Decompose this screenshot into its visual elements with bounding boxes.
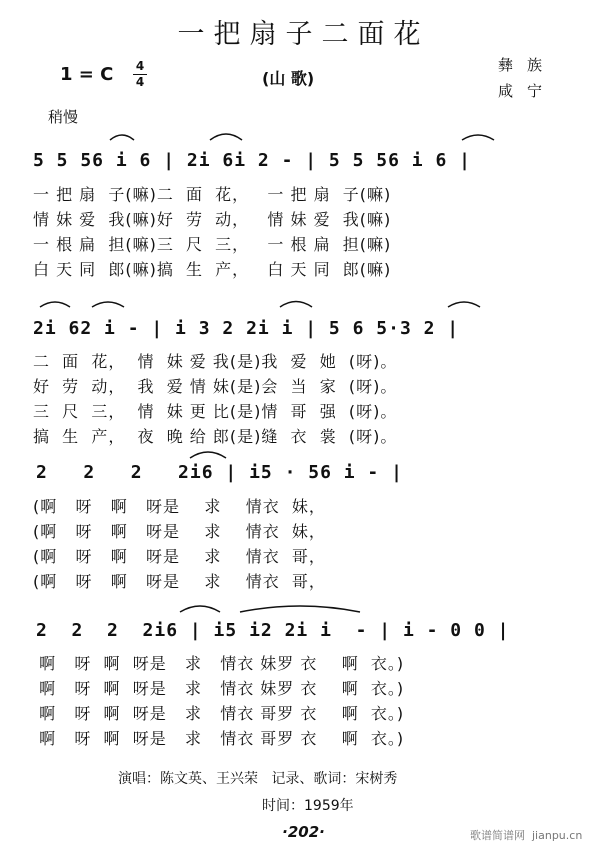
lyric-line-3-3: (啊 呀 啊 呀是 求 情衣 哥， bbox=[33, 547, 326, 566]
notation-line-1: 5 5 56 i 6 | 2i 6i 2 - | 5 5 56 i 6 | bbox=[33, 150, 471, 171]
key-signature: 1 = C bbox=[60, 64, 114, 85]
slur-mark bbox=[110, 135, 134, 140]
song-title: 一把扇子二面花 bbox=[177, 19, 430, 50]
page-number: ·202· bbox=[282, 823, 325, 841]
lyric-line-3-4: (啊 呀 啊 呀是 求 情衣 哥， bbox=[33, 572, 326, 591]
lyric-line-1-2: 情 妹 爱 我(嘛)好 劳 动， 情 妹 爱 我(嘛) bbox=[33, 210, 392, 229]
lyric-line-1-1: 一 把 扇 子(嘛)二 面 花， 一 把 扇 子(嘛) bbox=[33, 185, 392, 204]
time-sig-top: 4 bbox=[135, 59, 145, 73]
slur-mark bbox=[180, 606, 220, 612]
slur-mark bbox=[190, 452, 226, 458]
time-signature bbox=[133, 60, 147, 89]
lyric-line-1-4: 白 天 同 郎(嘛)搞 生 产， 白 天 同 郎(嘛) bbox=[33, 260, 392, 279]
slur-mark bbox=[462, 135, 494, 140]
lyric-line-2-1: 二 面 花， 情 妹 爱 我(是)我 爱 她 (呀)。 bbox=[33, 352, 398, 371]
lyric-line-2-3: 三 尺 三， 情 妹 更 比(是)情 哥 强 (呀)。 bbox=[33, 402, 398, 421]
ethnic-label: 彝族 bbox=[498, 56, 557, 74]
slur-mark bbox=[448, 302, 480, 307]
lyric-line-2-2: 好 劳 动， 我 爱 情 妹(是)会 当 家 (呀)。 bbox=[33, 377, 398, 396]
tempo-marking: 稍慢 bbox=[48, 108, 79, 126]
lyric-line-4-3: 啊 呀 啊 呀是 求 情衣 哥罗 衣 啊 衣。) bbox=[33, 704, 405, 723]
credits: 演唱：陈文英、王兴荣 记录、歌词：宋树秀 bbox=[118, 771, 398, 787]
slur-mark bbox=[240, 606, 360, 612]
slur-mark bbox=[92, 302, 124, 307]
time-sig-bottom: 4 bbox=[135, 75, 145, 89]
watermark: 歌谱简谱网 jianpu.cn bbox=[470, 829, 583, 842]
date: 时间：1959年 bbox=[262, 798, 354, 814]
lyric-line-2-4: 搞 生 产， 夜 晚 给 郎(是)缝 衣 裳 (呀)。 bbox=[33, 427, 398, 446]
lyric-line-3-2: (啊 呀 啊 呀是 求 情衣 妹， bbox=[33, 522, 326, 541]
notation-line-2: 2i 62 i - | i 3 2 2i i | 5 6 5·3 2 | bbox=[33, 318, 460, 339]
region-label: 咸宁 bbox=[498, 82, 557, 100]
lyric-line-4-1: 啊 呀 啊 呀是 求 情衣 妹罗 衣 啊 衣。) bbox=[33, 654, 405, 673]
lyric-line-3-1: (啊 呀 啊 呀是 求 情衣 妹， bbox=[33, 497, 326, 516]
lyric-line-1-3: 一 根 扁 担(嘛)三 尺 三， 一 根 扁 担(嘛) bbox=[33, 235, 392, 254]
notation-line-4: 2 2 2 2i6 | i5 i2 2i i - | i - 0 0 | bbox=[36, 620, 510, 641]
genre-label: (山 歌) bbox=[262, 69, 315, 88]
slur-mark bbox=[40, 302, 70, 307]
slur-mark bbox=[280, 302, 312, 308]
notation-line-3: 2 2 2 2i6 | i5 · 56 i - | bbox=[36, 462, 403, 483]
slur-mark bbox=[210, 134, 242, 140]
lyric-line-4-4: 啊 呀 啊 呀是 求 情衣 哥罗 衣 啊 衣。) bbox=[33, 729, 405, 748]
lyric-line-4-2: 啊 呀 啊 呀是 求 情衣 妹罗 衣 啊 衣。) bbox=[33, 679, 405, 698]
